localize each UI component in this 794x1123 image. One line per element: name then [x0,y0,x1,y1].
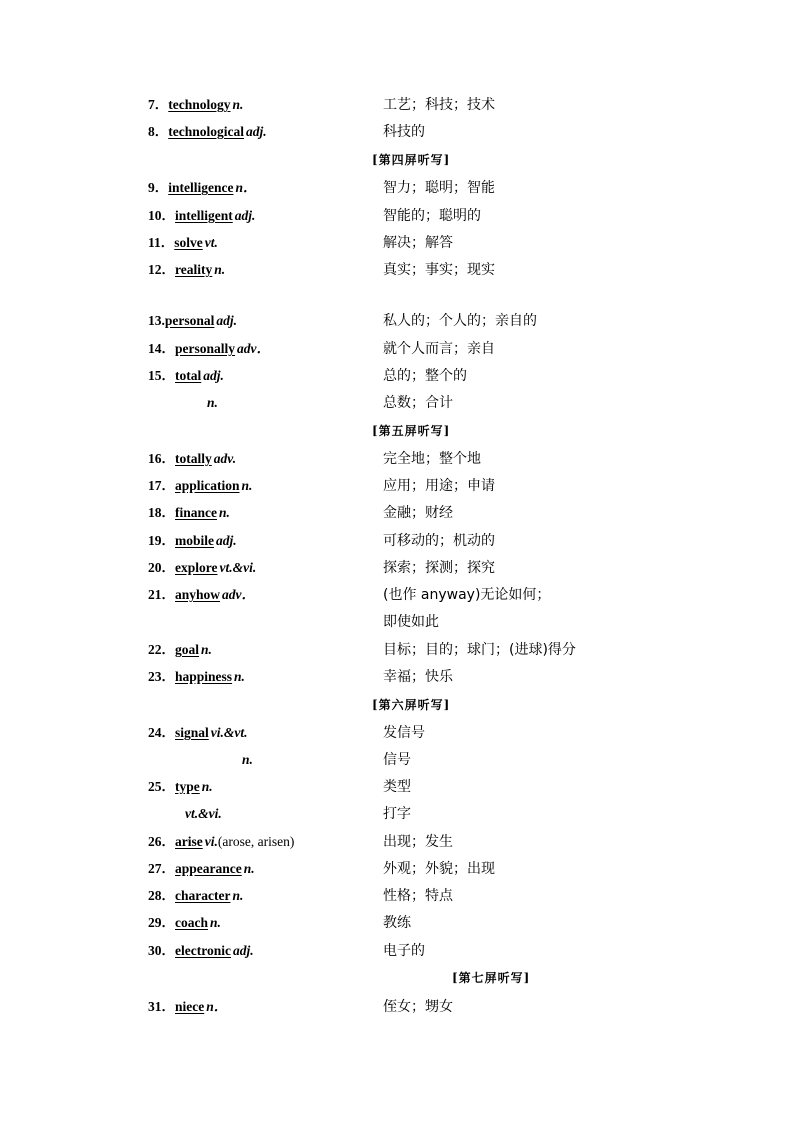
vocab-word: mobile [175,533,214,548]
vocab-row [0,94,794,116]
vocab-row-continuation [0,611,794,633]
vocab-entry [148,639,212,661]
verb-forms: (arose, arisen) [217,834,295,849]
entry-number: 14． [148,341,175,356]
vocab-word: appearance [175,861,242,876]
vocab-entry [148,858,255,880]
vocab-row [0,912,794,934]
vocab-row [0,392,794,414]
entry-number: 26． [148,834,175,849]
vocab-entry [148,940,254,962]
vocab-entry [148,205,255,227]
section-header: [第四屏听写] [372,153,451,167]
section-header-row [0,420,794,442]
vocab-entry [148,584,255,606]
part-of-speech: adj. [203,368,224,383]
part-of-speech: n. [232,97,244,112]
vocab-word: signal [175,725,209,740]
vocab-word: type [175,779,200,794]
vocab-entry [240,749,253,771]
vocab-row [0,177,794,199]
vocab-row [0,749,794,771]
vocab-word: technology [168,97,231,112]
part-of-speech: vi. [204,834,218,849]
vocab-entry [148,121,267,143]
entry-number: 22． [148,642,175,657]
part-of-speech: adv. [213,451,237,466]
entry-number: 19． [148,533,175,548]
entry-number: 29． [148,915,175,930]
entry-number: 11． [148,235,175,250]
chinese-meaning: 即使如此 [383,614,439,630]
section-header-row [0,967,794,989]
part-of-speech: vt.&vi. [219,560,257,575]
entry-number: 24． [148,725,175,740]
chinese-meaning: 解决；解答 [383,235,453,251]
part-of-speech: n. [207,395,218,410]
vocab-word: electronic [175,943,231,958]
part-of-speech: n. [242,752,253,767]
vocab-row [0,530,794,552]
vocab-row [0,365,794,387]
vocab-entry [183,803,222,825]
part-of-speech: n. [241,478,253,493]
chinese-meaning: 私人的；个人的；亲自的 [383,313,537,329]
vocab-entry [148,338,270,360]
part-of-speech: adj. [246,124,267,139]
chinese-meaning: 完全地；整个地 [383,451,481,467]
chinese-meaning: 电子的 [383,943,425,959]
entry-number: 9． [148,180,169,195]
chinese-meaning: 总的；整个的 [383,368,467,384]
chinese-meaning: 出现；发生 [383,834,453,850]
chinese-meaning: 性格；特点 [383,888,453,904]
vocab-word: personally [175,341,236,356]
part-of-speech: adv． [222,587,256,602]
vocab-word: coach [175,915,208,930]
vocab-entry [148,530,237,552]
vocab-row [0,475,794,497]
vocab-word: reality [175,262,213,277]
vocab-row [0,502,794,524]
chinese-meaning: 幸福；快乐 [383,669,453,685]
chinese-meaning: 侄女；甥女 [383,999,453,1015]
vocab-word: intelligent [175,208,233,223]
chinese-meaning: 教练 [383,915,411,931]
entry-number: 31． [148,999,175,1014]
vocab-entry [148,912,221,934]
vocab-entry [148,996,227,1018]
entry-number: 8． [148,124,169,139]
section-header-row [0,694,794,716]
chinese-meaning: (也作 anyway)无论如何； [383,587,551,603]
chinese-meaning: 智能的；聪明的 [383,208,481,224]
vocab-entry [205,392,218,414]
vocab-entry [148,831,294,853]
vocab-entry [148,259,225,281]
vocab-word: solve [174,235,203,250]
entry-number: 21． [148,587,175,602]
vocab-word: application [175,478,240,493]
entry-number: 7． [148,97,169,112]
vocab-word: character [175,888,231,903]
part-of-speech: adv． [237,341,271,356]
vocab-word: arise [175,834,203,849]
vocab-row [0,259,794,281]
entry-number: 25． [148,779,175,794]
vocab-row [0,310,794,332]
part-of-speech: n. [232,888,244,903]
vocab-row [0,803,794,825]
part-of-speech: n. [243,861,255,876]
entry-number: 15． [148,368,175,383]
vocab-row [0,885,794,907]
part-of-speech: n． [235,180,257,195]
entry-number: 27． [148,861,175,876]
vocab-entry [148,776,213,798]
part-of-speech: n. [201,642,212,657]
vocab-entry [148,722,248,744]
vocab-row [0,557,794,579]
part-of-speech: adj. [216,313,238,328]
vocab-word: explore [175,560,218,575]
part-of-speech: n. [214,262,226,277]
part-of-speech: adj. [216,533,237,548]
vocab-entry [148,310,237,332]
vocab-word: goal [175,642,200,657]
vocab-row [0,666,794,688]
vocab-entry [148,448,236,470]
section-header: [第六屏听写] [372,698,451,712]
part-of-speech: vi.&vt. [210,725,248,740]
vocab-entry [148,475,252,497]
entry-number: 18． [148,505,175,520]
chinese-meaning: 发信号 [383,725,425,741]
part-of-speech: n. [210,915,221,930]
vocab-word: total [175,368,202,383]
vocab-entry [148,885,243,907]
chinese-meaning: 工艺；科技；技术 [383,97,495,113]
vocab-word: technological [168,124,244,139]
vocab-word: niece [175,999,205,1014]
vocab-word: intelligence [168,180,234,195]
vocab-row [0,121,794,143]
vocab-row [0,722,794,744]
part-of-speech: vt. [204,235,218,250]
part-of-speech: n. [201,779,213,794]
chinese-meaning: 智力；聪明；智能 [383,180,495,196]
chinese-meaning: 目标；目的；球门；(进球)得分 [383,642,576,658]
chinese-meaning: 类型 [383,779,411,795]
part-of-speech: adj. [234,208,256,223]
vocab-entry [148,557,256,579]
chinese-meaning: 信号 [383,752,411,768]
vocab-word: totally [175,451,212,466]
vocab-row [0,831,794,853]
entry-number: 17． [148,478,175,493]
section-header: [第七屏听写] [452,971,531,985]
vocab-entry [148,94,243,116]
chinese-meaning: 科技的 [383,124,425,140]
vocab-entry [148,666,245,688]
vocab-entry [148,365,224,387]
vocab-row [0,338,794,360]
vocab-word: happiness [175,669,233,684]
vocab-word: personal [164,313,215,328]
chinese-meaning: 可移动的；机动的 [383,533,495,549]
chinese-meaning: 外观；外貌；出现 [383,861,495,877]
part-of-speech: vt.&vi. [185,806,222,821]
vocab-word: finance [175,505,217,520]
vocab-row [0,639,794,661]
chinese-meaning: 真实；事实；现实 [383,262,495,278]
vocab-row [0,858,794,880]
vocab-entry [148,502,230,524]
vocab-row [0,448,794,470]
entry-number: 23． [148,669,175,684]
vocab-row [0,940,794,962]
entry-number: 10． [148,208,175,223]
vocab-row [0,232,794,254]
chinese-meaning: 探索；探测；探究 [383,560,495,576]
entry-number: 16． [148,451,175,466]
part-of-speech: n. [234,669,245,684]
chinese-meaning: 总数；合计 [383,395,453,411]
vocab-entry [148,232,218,254]
entry-number: 28． [148,888,175,903]
section-header-row [0,149,794,171]
chinese-meaning: 打字 [383,806,411,822]
chinese-meaning: 金融；财经 [383,505,453,521]
chinese-meaning: 应用；用途；申请 [383,478,495,494]
entry-number: 30． [148,943,175,958]
vocab-word: anyhow [175,587,221,602]
entry-number: 12． [148,262,175,277]
vocab-row [0,584,794,606]
vocab-row [0,776,794,798]
part-of-speech: n. [219,505,230,520]
vocab-row [0,205,794,227]
vocab-row [0,996,794,1018]
vocab-entry [148,177,257,199]
entry-number: 13. [148,313,165,328]
part-of-speech: adj. [232,943,254,958]
part-of-speech: n． [206,999,228,1014]
section-header: [第五屏听写] [372,424,451,438]
chinese-meaning: 就个人而言；亲自 [383,341,495,357]
entry-number: 20． [148,560,175,575]
